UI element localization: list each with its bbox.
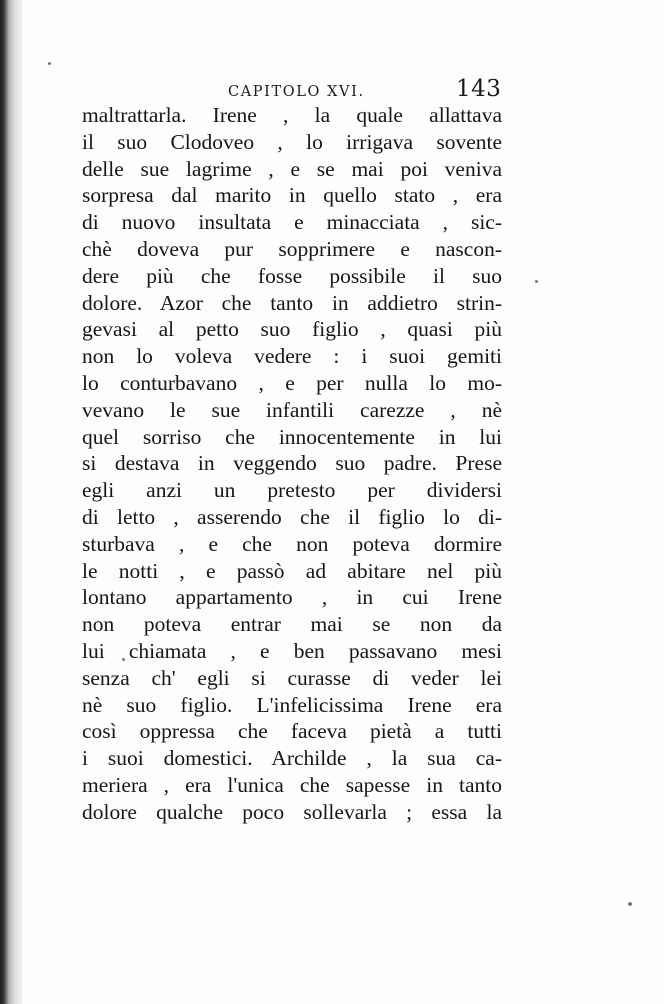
text-line: dolore qualche poco sollevarla ; essa la	[82, 799, 502, 824]
text-line: di letto , asserendo che il figlio lo di-	[82, 504, 502, 529]
text-line: lontano appartamento , in cui Irene	[82, 585, 502, 610]
print-speck	[628, 902, 632, 906]
text-line: egli anzi un pretesto per dividersi	[82, 478, 502, 503]
page-binding-edge	[0, 0, 22, 1004]
text-line: non poteva entrar mai se non da	[82, 612, 502, 637]
text-line: nè suo figlio. L'infelicissima Irene era	[82, 692, 502, 717]
text-line: sorpresa dal marito in quello stato , era	[82, 183, 502, 208]
text-line: dolore. Azor che tanto in addietro strin-	[82, 290, 502, 315]
text-line: delle sue lagrime , e se mai poi veniva	[82, 156, 502, 181]
text-line: di nuovo insultata e minacciata , sic-	[82, 210, 502, 235]
text-line: gevasi al petto suo figlio , quasi più	[82, 317, 502, 342]
text-line: così oppressa che faceva pietà a tutti	[82, 719, 502, 744]
body-text	[82, 102, 502, 826]
text-line: non lo voleva vedere : i suoi gemiti	[82, 344, 502, 369]
text-line: chè doveva pur sopprimere e nascon-	[82, 236, 502, 261]
text-line: maltrattarla. Irene , la quale allattava	[82, 103, 502, 127]
text-line: vevano le sue infantili carezze , nè	[82, 397, 502, 422]
text-line: quel sorriso che innocentemente in lui	[82, 424, 502, 449]
text-line: dere più che fosse possibile il suo	[82, 263, 502, 288]
text-line: senza ch' egli si curasse di veder lei	[82, 665, 502, 690]
print-speck	[535, 280, 538, 283]
text-line: lo conturbavano , e per nulla lo mo-	[82, 370, 502, 395]
text-line: le notti , e passò ad abitare nel più	[82, 558, 502, 583]
page-number: 143	[456, 76, 502, 102]
running-head: CAPITOLO XVI.	[228, 84, 365, 100]
text-line: sturbava , e che non poteva dormire	[82, 531, 502, 556]
text-line: lui chiamata , e ben passavano mesi	[82, 638, 502, 663]
print-speck	[48, 62, 51, 65]
text-line: i suoi domestici. Archilde , la sua ca-	[82, 746, 502, 771]
text-line: meriera , era l'unica che sapesse in tanto	[82, 772, 502, 797]
text-line: si destava in veggendo suo padre. Prese	[82, 451, 502, 476]
text-line: il suo Clodoveo , lo irrigava sovente	[82, 129, 502, 154]
